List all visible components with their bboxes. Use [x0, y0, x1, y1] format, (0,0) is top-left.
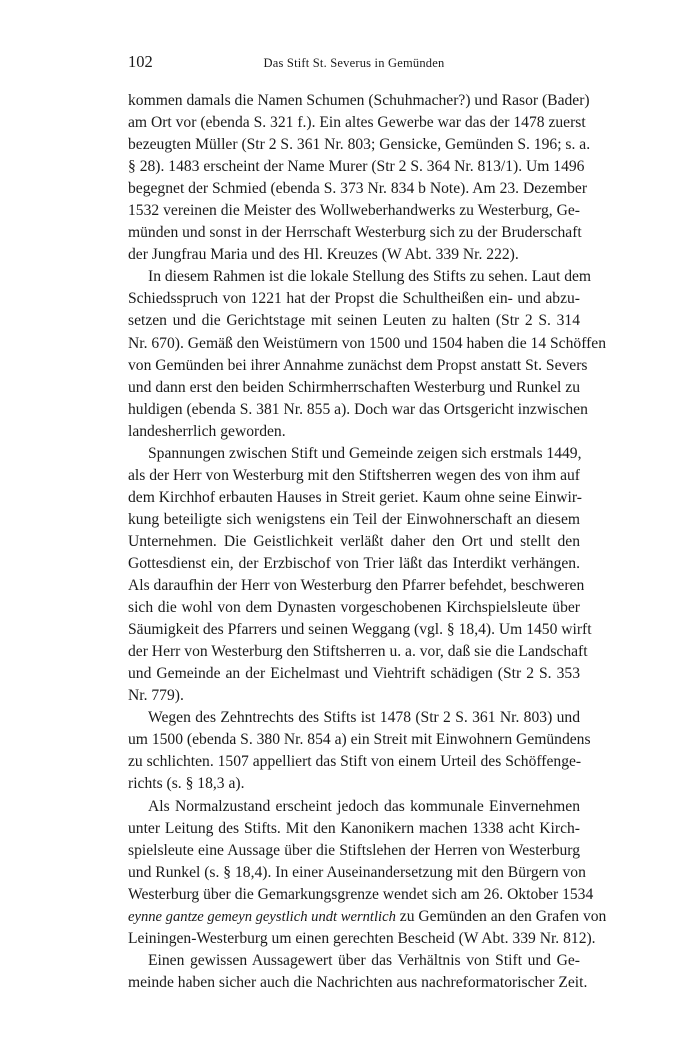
body-text — [128, 90, 607, 994]
text-line: Schiedsspruch von 1221 hat der Propst die Schultheißen ein- und abzu- — [128, 290, 580, 308]
text-line: um 1500 (ebenda S. 380 Nr. 854 a) ein Streit mit Einwohnern Gemündens — [128, 731, 591, 749]
text-line: und Runkel (s. § 18,4). In einer Auseinandersetzung mit den Bürgern von — [128, 863, 586, 881]
text-line: Wegen des Zehntrechts des Stifts ist 1478 (Str 2 S. 361 Nr. 803) und — [148, 709, 580, 727]
running-head — [128, 52, 580, 72]
text-line: münden und sonst in der Herrschaft Westerburg sich zu der Bruderschaft — [128, 224, 582, 242]
text-line: begegnet der Schmied (ebenda S. 373 Nr. 834 b Note). Am 23. Dezember — [128, 180, 588, 198]
text-line: setzen und die Gerichtstage mit seinen Leuten zu halten (Str 2 S. 314 — [128, 312, 580, 330]
text-line: der Jungfrau Maria und des Hl. Kreuzes (W Abt. 339 Nr. 222). — [128, 246, 519, 264]
text-line: meinde haben sicher auch die Nachrichten aus nachreformatorischer Zeit. — [128, 973, 588, 991]
historical-quote: eynne gantze gemeyn geystlich undt werntlich — [128, 908, 396, 925]
text-line: unter Leitung des Stifts. Mit den Kanonikern machen 1338 acht Kirch- — [128, 819, 580, 837]
text-line: 1532 vereinen die Meister des Wollweberhandwerks zu Westerburg, Ge- — [128, 202, 580, 220]
text-line: Unternehmen. Die Geistlichkeit verläßt daher den Ort und stellt den — [128, 532, 580, 550]
text-line: von Gemünden bei ihrer Annahme zunächst dem Propst anstatt St. Severs — [128, 356, 588, 374]
text-line: sich die wohl von dem Dynasten vorgeschobenen Kirchspielsleute über — [128, 599, 580, 617]
running-title: Das Stift St. Severus in Gemünden — [263, 56, 445, 70]
text-line: am Ort vor (ebenda S. 321 f.). Ein altes Gewerbe war das der 1478 zuerst — [128, 114, 586, 132]
text-line: landesherrlich geworden. — [128, 422, 286, 440]
text-line: Spannungen zwischen Stift und Gemeinde zeigen sich erstmals 1449, — [148, 444, 582, 462]
text-line: zu schlichten. 1507 appelliert das Stift von einem Urteil des Schöffenge- — [128, 753, 582, 771]
text-line: Leiningen-Westerburg um einen gerechten Bescheid (W Abt. 339 Nr. 812). — [128, 929, 596, 947]
text-line: Als daraufhin der Herr von Westerburg den Pfarrer befehdet, beschweren — [128, 577, 585, 595]
text-line: kommen damals die Namen Schumen (Schuhmacher?) und Rasor (Bader) — [128, 92, 590, 109]
text-line: Westerburg über die Gemarkungsgrenze wendet sich am 26. Oktober 1534 — [128, 885, 594, 903]
text-line: dem Kirchhof erbauten Hauses in Streit geriet. Kaum ohne seine Einwir- — [128, 488, 582, 506]
text-line: huldigen (ebenda S. 381 Nr. 855 a). Doch war das Ortsgericht inzwischen — [128, 400, 588, 418]
text-line: In diesem Rahmen ist die lokale Stellung des Stifts zu sehen. Laut dem — [148, 268, 592, 286]
paragraph-4 — [128, 707, 591, 795]
text-line: der Herr von Westerburg den Stiftsherren u. a. vor, daß sie die Landschaft — [128, 643, 588, 661]
text-line: als der Herr von Westerburg mit den Stiftsherren wegen des von ihm auf — [128, 466, 581, 484]
text-line: kung beteiligte sich wenigstens ein Teil der Einwohnerschaft an diesem — [128, 510, 580, 528]
paragraph-3 — [128, 443, 592, 708]
text-line: und dann erst den beiden Schirmherrschaften Westerburg und Runkel zu — [128, 378, 580, 396]
paragraph-2 — [128, 266, 607, 442]
paragraph-1 — [128, 90, 591, 266]
text-line: Nr. 779). — [128, 687, 184, 705]
quote-line-rest: zu Gemünden an den Grafen von — [395, 907, 607, 925]
text-line: und Gemeinde an der Eichelmast und Viehtrift schädigen (Str 2 S. 353 — [128, 665, 580, 683]
text-line: § 28). 1483 erscheint der Name Murer (Str 2 S. 364 Nr. 813/1). Um 1496 — [128, 158, 585, 176]
page-number: 102 — [128, 52, 153, 71]
text-line: Gottesdienst ein, der Erzbischof von Trier läßt das Interdikt verhängen. — [128, 554, 580, 572]
text-line: bezeugten Müller (Str 2 S. 361 Nr. 803; Gensicke, Gemünden S. 196; s. a. — [128, 136, 591, 154]
paragraph-5 — [128, 796, 607, 950]
paragraph-6 — [128, 950, 588, 994]
text-line: richts (s. § 18,3 a). — [128, 775, 245, 793]
text-line: Nr. 670). Gemäß den Weistümern von 1500 und 1504 haben die 14 Schöffen — [128, 334, 607, 352]
text-line-with-quote — [128, 906, 607, 928]
text-line: Als Normalzustand erscheint jedoch das kommunale Einvernehmen — [148, 797, 580, 815]
text-line: Einen gewissen Aussagewert über das Verhältnis von Stift und Ge- — [148, 951, 580, 969]
text-line: spielsleute eine Aussage über die Stiftslehen der Herren von Westerburg — [128, 841, 580, 859]
text-line: Säumigkeit des Pfarrers und seinen Weggang (vgl. § 18,4). Um 1450 wirft — [128, 621, 592, 639]
